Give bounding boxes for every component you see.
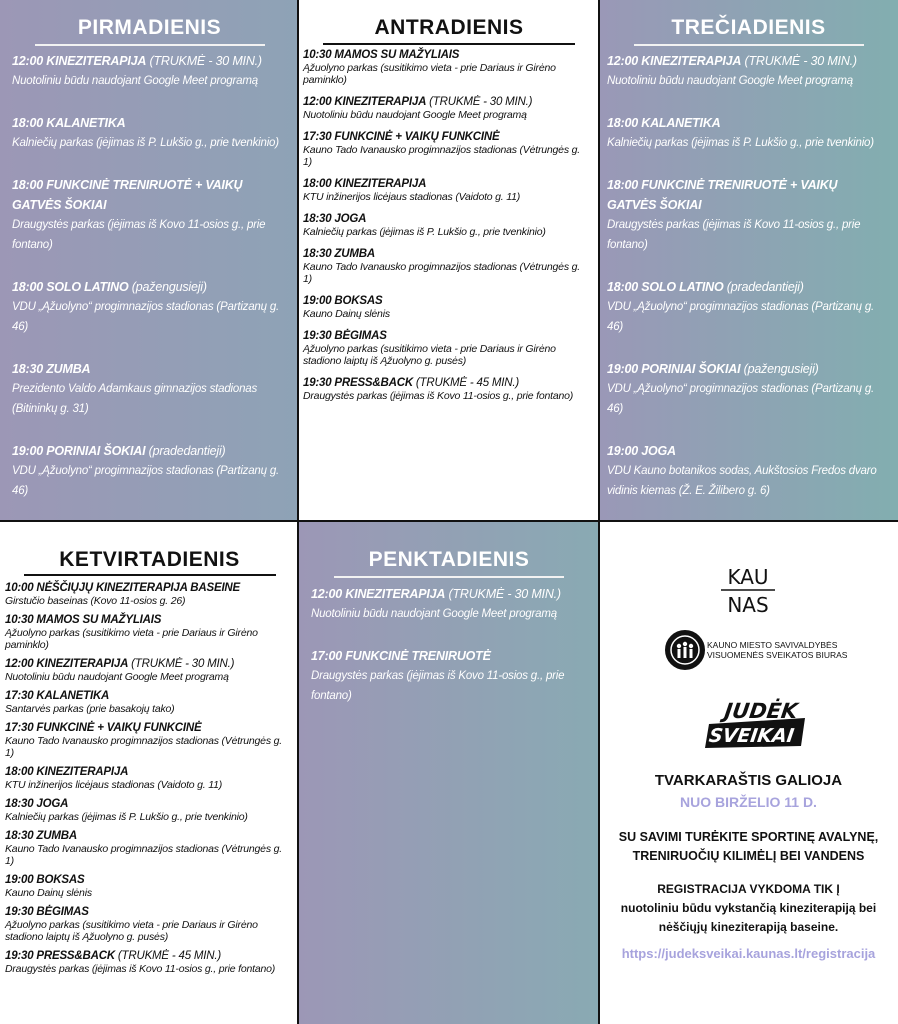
schedule-event: [12, 359, 289, 419]
event-time-activity: 19:30 PRESS&BACK: [5, 950, 115, 962]
event-list: [0, 46, 299, 501]
bring-line-2: TRENIRUOČIŲ KILIMĖLĮ BEI VANDENS: [632, 849, 865, 863]
event-location: Draugystės parkas (įėjimas iš Kovo 11-osios g., prie fontano): [303, 390, 574, 402]
bring-line-1: SU SAVIMI TURĖKITE SPORTINĘ AVALYNĘ,: [618, 830, 879, 844]
event-list: [299, 45, 599, 402]
schedule-event: [311, 584, 589, 624]
event-note: (TRUKMĖ - 30 MIN.): [426, 96, 533, 108]
event-location: Kalniečių parkas (įėjimas iš P. Lukšio g., prie tvenkinio): [607, 137, 874, 149]
schedule-event: [5, 906, 291, 943]
judek-sveikai-logo: [701, 694, 811, 750]
schedule-event: [5, 582, 291, 607]
event-note: (pažengusieji): [128, 280, 207, 294]
event-location: Kauno Tado Ivanausko progimnazijos stadionas (Vėtrungės g. 1): [303, 144, 580, 168]
schedule-event: [303, 49, 591, 86]
schedule-event: [12, 113, 289, 153]
event-location: Nuotoliniu būdu naudojant Google Meet programą: [303, 109, 527, 121]
event-time-activity: 12:00 KINEZITERAPIJA: [12, 54, 147, 68]
event-time-activity: 17:00 FUNKCINĖ TRENIRUOTĖ: [311, 649, 491, 663]
event-title: [5, 614, 291, 627]
schedule-event: [607, 113, 888, 153]
validity-date: NUO BIRŽELIO 11 D.: [680, 794, 817, 810]
event-time-activity: 12:00 KINEZITERAPIJA: [5, 658, 129, 670]
schedule-event: [12, 175, 289, 255]
schedule-event: [303, 178, 591, 203]
event-location: Prezidento Valdo Adamkaus gimnazijos stadionas (Bitininkų g. 31): [12, 383, 258, 415]
schedule-event: [303, 248, 591, 285]
event-title: [303, 330, 591, 343]
event-title: [607, 113, 888, 133]
event-location: KTU inžinerijos licėjaus stadionas (Vaidoto g. 11): [303, 191, 521, 203]
event-time-activity: 18:30 ZUMBA: [12, 362, 91, 376]
event-location: Nuotoliniu būdu naudojant Google Meet programą: [311, 608, 557, 620]
event-location: Draugystės parkas (įėjimas iš Kovo 11-osios g., prie fontano): [311, 670, 565, 702]
event-time-activity: 10:30 MAMOS SU MAŽYLIAIS: [303, 49, 460, 61]
event-title: [5, 798, 291, 811]
event-title: [5, 582, 291, 595]
event-title: [311, 646, 589, 666]
event-location: Ąžuolyno parkas (susitikimo vieta - prie Dariaus ir Girėno paminklo): [5, 627, 258, 651]
event-location: Draugystės parkas (įėjimas iš Kovo 11-osios g., prie fontano): [12, 219, 266, 251]
day-panel-wednesday: [599, 0, 898, 522]
health-bureau-name: [707, 640, 847, 660]
event-title: [303, 131, 591, 144]
event-list: [0, 576, 299, 975]
schedule-event: [303, 96, 591, 121]
event-note: (pažengusieji): [740, 362, 819, 376]
event-location: Ąžuolyno parkas (susitikimo vieta - prie Dariaus ir Girėno stadiono laiptų iš Ąžuolyno g. pusės): [5, 919, 258, 943]
event-title: [607, 359, 888, 379]
event-location: Kalniečių parkas (įėjimas iš P. Lukšio g., prie tvenkinio): [5, 811, 248, 823]
event-time-activity: 19:00 JOGA: [607, 444, 676, 458]
schedule-event: [303, 213, 591, 238]
event-location: Girstučio baseinas (Kovo 11-osios g. 26): [5, 595, 186, 607]
grid-divider-vertical-1: [297, 0, 299, 1024]
event-note: (TRUKMĖ - 30 MIN.): [128, 658, 235, 670]
event-location: VDU „Ąžuolyno“ progimnazijos stadionas (Partizanų g. 46): [607, 383, 875, 415]
day-title: ANTRADIENIS: [374, 16, 524, 39]
event-time-activity: 18:30 ZUMBA: [5, 830, 77, 842]
registration-line-3: nėščiųjų kineziterapiją baseine.: [658, 920, 839, 934]
day-title: PENKTADIENIS: [368, 548, 530, 571]
event-title: [303, 96, 591, 109]
event-note: (TRUKMĖ - 45 MIN.): [114, 950, 222, 962]
registration-line-2: nuotoliniu būdu vykstančią kineziterapiją bei: [620, 901, 877, 915]
event-time-activity: 18:00 FUNKCINĖ TRENIRUOTĖ + VAIKŲ GATVĖS ŠOKIAI: [12, 178, 243, 212]
registration-line-1: REGISTRACIJA VYKDOMA TIK Į: [657, 882, 840, 896]
schedule-event: [5, 722, 291, 759]
schedule-event: [311, 646, 589, 706]
schedule-event: [12, 441, 289, 501]
event-location: Ąžuolyno parkas (susitikimo vieta - prie Dariaus ir Girėno paminklo): [303, 62, 556, 86]
event-time-activity: 18:00 FUNKCINĖ TRENIRUOTĖ + VAIKŲ GATVĖS ŠOKIAI: [607, 178, 838, 212]
schedule-event: [607, 441, 888, 501]
event-title: [12, 441, 289, 461]
event-location: Kauno Dainų slėnis: [303, 308, 390, 320]
event-note: (pradedantieji): [145, 444, 226, 458]
event-location: VDU „Ąžuolyno“ progimnazijos stadionas (Partizanų g. 46): [12, 301, 280, 333]
event-title: [303, 377, 591, 390]
event-location: Kauno Tado Ivanausko progimnazijos stadionas (Vėtrungės g. 1): [5, 735, 282, 759]
event-location: Nuotoliniu būdu naudojant Google Meet programą: [12, 75, 258, 87]
schedule-event: [12, 51, 289, 91]
event-time-activity: 12:00 KINEZITERAPIJA: [311, 587, 446, 601]
event-time-activity: 17:30 FUNKCINĖ + VAIKŲ FUNKCINĖ: [303, 131, 500, 143]
event-time-activity: 19:30 BĖGIMAS: [5, 906, 89, 918]
day-panel-thursday: [0, 522, 299, 1024]
event-time-activity: 18:00 KALANETIKA: [12, 116, 126, 130]
judek-logo-line-2: SVEIKAI: [707, 724, 796, 747]
event-time-activity: 19:00 BOKSAS: [303, 295, 383, 307]
event-title: [607, 51, 888, 71]
event-title: [12, 277, 289, 297]
event-location: Kauno Tado Ivanausko progimnazijos stadionas (Vėtrungės g. 1): [5, 843, 282, 867]
event-time-activity: 18:00 KINEZITERAPIJA: [5, 766, 129, 778]
grid-divider-vertical-2: [598, 0, 600, 1024]
event-title: [303, 213, 591, 226]
event-location: VDU „Ąžuolyno“ progimnazijos stadionas (Partizanų g. 46): [12, 465, 280, 497]
schedule-event: [607, 175, 888, 255]
day-title: PIRMADIENIS: [77, 16, 222, 39]
bring-notice: [599, 828, 898, 866]
event-time-activity: 10:30 MAMOS SU MAŽYLIAIS: [5, 614, 162, 626]
event-location: VDU Kauno botanikos sodas, Aukštosios Fredos dvaro vidinis kiemas (Ž. E. Žilibero g. 6): [607, 465, 877, 497]
day-panel-friday: [299, 522, 599, 1024]
schedule-event: [607, 359, 888, 419]
event-title: [12, 113, 289, 133]
event-location: KTU inžinerijos licėjaus stadionas (Vaidoto g. 11): [5, 779, 223, 791]
schedule-event: [303, 330, 591, 367]
schedule-event: [303, 131, 591, 168]
event-time-activity: 19:00 PORINIAI ŠOKIAI: [607, 362, 741, 376]
event-time-activity: 10:00 NĖŠČIŲJŲ KINEZITERAPIJA BASEINE: [5, 582, 241, 594]
event-title: [303, 49, 591, 62]
registration-notice: [599, 880, 898, 937]
event-title: [303, 295, 591, 308]
schedule-event: [12, 277, 289, 337]
kaunas-logo-top: KAU: [727, 565, 769, 589]
judek-logo-line-1: JUDĖK: [722, 698, 800, 723]
event-title: [607, 175, 888, 215]
schedule-event: [5, 830, 291, 867]
event-location: Kauno Dainų slėnis: [5, 887, 92, 899]
event-time-activity: 18:30 ZUMBA: [303, 248, 375, 260]
kaunas-logo-bottom: NAS: [727, 593, 769, 617]
event-title: [607, 441, 888, 461]
schedule-event: [5, 658, 291, 683]
schedule-event: [5, 690, 291, 715]
day-panel-tuesday: [299, 0, 599, 522]
event-time-activity: 18:30 JOGA: [5, 798, 69, 810]
event-time-activity: 18:30 JOGA: [303, 213, 367, 225]
event-title: [5, 906, 291, 919]
event-time-activity: 19:30 BĖGIMAS: [303, 330, 387, 342]
schedule-event: [5, 950, 291, 975]
event-location: Kauno Tado Ivanausko progimnazijos stadionas (Vėtrungės g. 1): [303, 261, 580, 285]
event-location: Draugystės parkas (įėjimas iš Kovo 11-osios g., prie fontano): [607, 219, 861, 251]
event-title: [311, 584, 589, 604]
info-panel: [599, 522, 898, 1024]
event-note: (TRUKMĖ - 30 MIN.): [741, 54, 857, 68]
day-title: TREČIADIENIS: [671, 16, 826, 39]
event-time-activity: 18:00 SOLO LATINO: [607, 280, 724, 294]
org-line-1: KAUNO MIESTO SAVIVALDYBĖS: [707, 640, 838, 650]
org-line-2: VISUOMENĖS SVEIKATOS BIURAS: [707, 650, 848, 660]
schedule-event: [607, 277, 888, 337]
event-title: [5, 830, 291, 843]
event-time-activity: 12:00 KINEZITERAPIJA: [607, 54, 742, 68]
schedule-event: [303, 377, 591, 402]
event-location: Kalniečių parkas (įėjimas iš P. Lukšio g., prie tvenkinio): [303, 226, 546, 238]
validity-heading: TVARKARAŠTIS GALIOJA: [654, 772, 843, 789]
event-location: Nuotoliniu būdu naudojant Google Meet programą: [607, 75, 853, 87]
event-note: (TRUKMĖ - 45 MIN.): [412, 377, 520, 389]
event-title: [5, 658, 291, 671]
event-title: [12, 175, 289, 215]
event-location: Draugystės parkas (įėjimas iš Kovo 11-osios g., prie fontano): [5, 963, 276, 975]
event-title: [12, 51, 289, 71]
event-note: (TRUKMĖ - 30 MIN.): [445, 587, 561, 601]
event-title: [5, 722, 291, 735]
event-title: [5, 766, 291, 779]
event-title: [5, 690, 291, 703]
health-bureau-seal-icon: [665, 630, 705, 670]
event-list: [599, 46, 898, 501]
schedule-event: [5, 614, 291, 651]
schedule-event: [5, 766, 291, 791]
event-location: Nuotoliniu būdu naudojant Google Meet programą: [5, 671, 229, 683]
event-time-activity: 18:00 SOLO LATINO: [12, 280, 129, 294]
event-time-activity: 19:00 PORINIAI ŠOKIAI: [12, 444, 146, 458]
event-title: [607, 277, 888, 297]
event-time-activity: 17:30 KALANETIKA: [5, 690, 110, 702]
event-location: Ąžuolyno parkas (susitikimo vieta - prie Dariaus ir Girėno stadiono laiptų iš Ąžuolyno g. pusės): [303, 343, 556, 367]
event-location: Santarvės parkas (prie basakojų tako): [5, 703, 175, 715]
grid-divider-horizontal: [0, 520, 898, 522]
day-title: KETVIRTADIENIS: [59, 548, 240, 571]
event-time-activity: 18:00 KALANETIKA: [607, 116, 721, 130]
event-time-activity: 19:30 PRESS&BACK: [303, 377, 413, 389]
event-title: [12, 359, 289, 379]
event-location: VDU „Ąžuolyno“ progimnazijos stadionas (Partizanų g. 46): [607, 301, 875, 333]
schedule-event: [607, 51, 888, 91]
event-title: [5, 950, 291, 963]
event-title: [303, 248, 591, 261]
event-time-activity: 17:30 FUNKCINĖ + VAIKŲ FUNKCINĖ: [5, 722, 202, 734]
event-note: (TRUKMĖ - 30 MIN.): [146, 54, 262, 68]
event-title: [303, 178, 591, 191]
kaunas-logo: [715, 562, 781, 618]
event-time-activity: 18:00 KINEZITERAPIJA: [303, 178, 427, 190]
event-title: [5, 874, 291, 887]
registration-link[interactable]: https://judeksveikai.kaunas.lt/registracija: [621, 946, 876, 961]
event-list: [299, 578, 599, 706]
schedule-event: [5, 874, 291, 899]
event-note: (pradedantieji): [723, 280, 804, 294]
event-time-activity: 19:00 BOKSAS: [5, 874, 85, 886]
day-panel-monday: [0, 0, 299, 522]
event-time-activity: 12:00 KINEZITERAPIJA: [303, 96, 427, 108]
schedule-event: [303, 295, 591, 320]
event-location: Kalniečių parkas (įėjimas iš P. Lukšio g., prie tvenkinio): [12, 137, 279, 149]
schedule-event: [5, 798, 291, 823]
